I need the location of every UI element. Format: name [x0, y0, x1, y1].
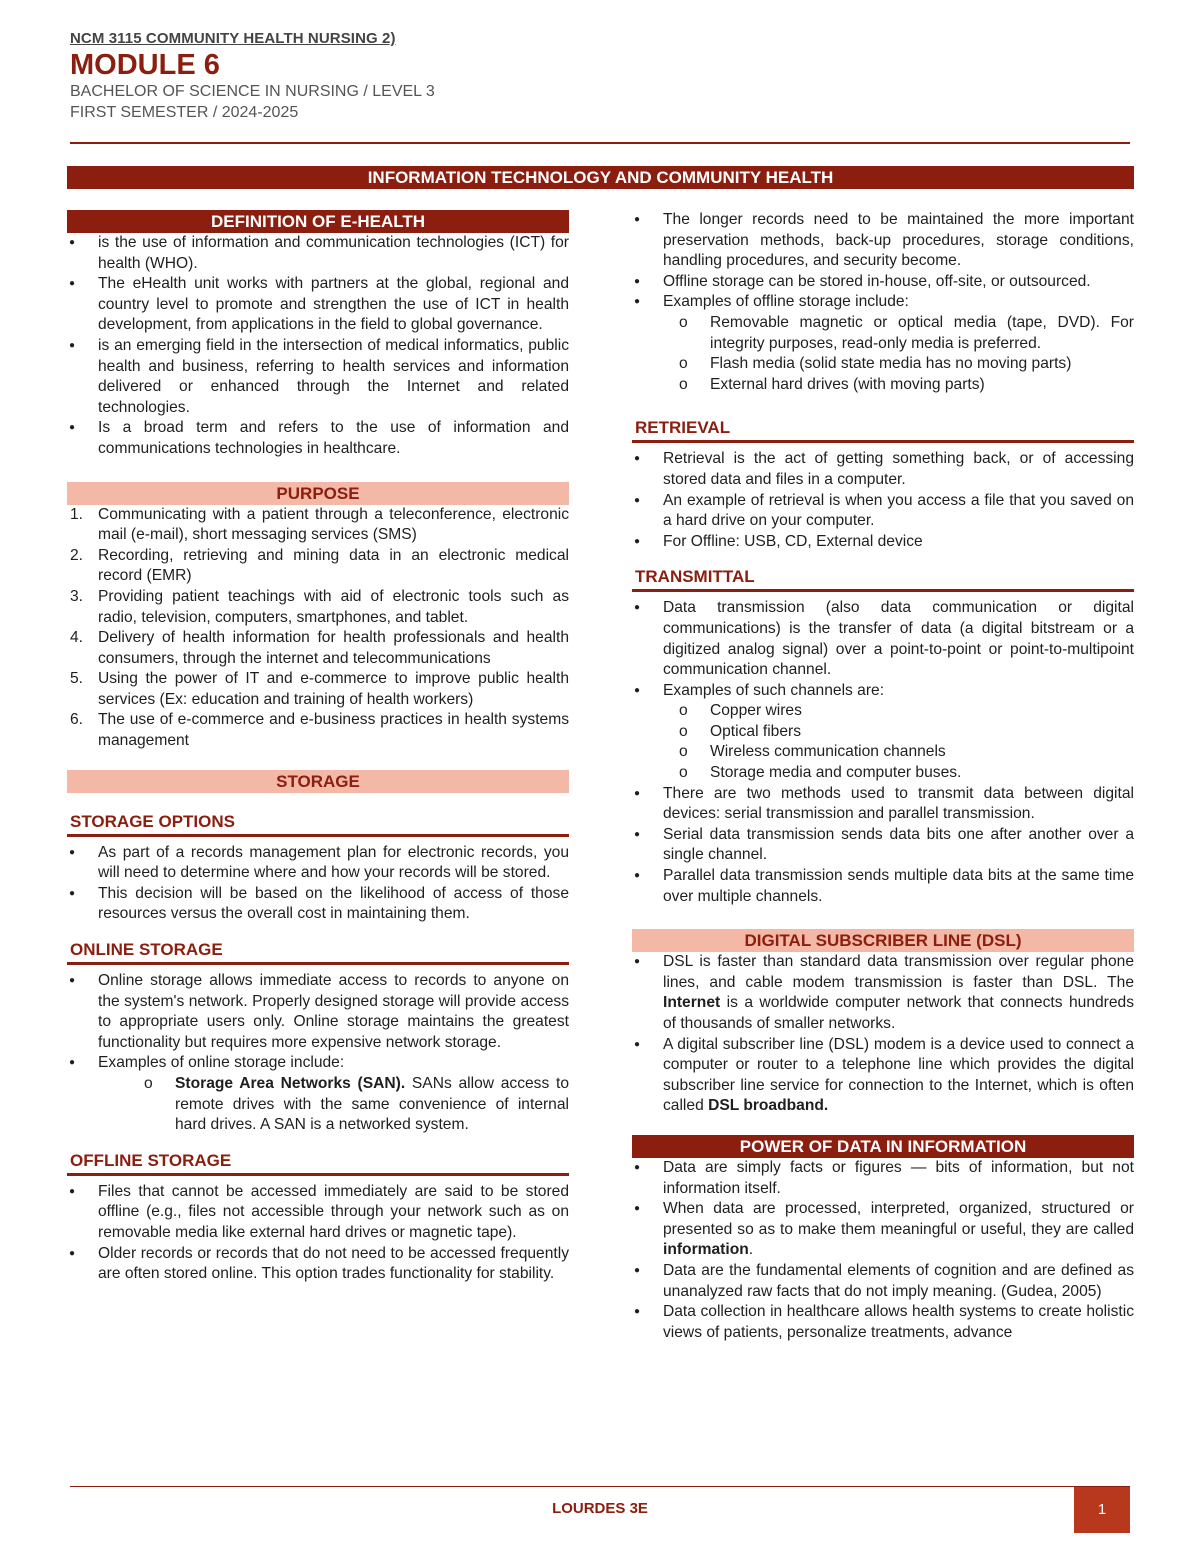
- header-rule: [70, 142, 1130, 144]
- list-item: o Storage media and computer buses.: [632, 763, 1134, 784]
- list-item: ● Parallel data transmission sends multiple data bits at the same time over multiple channels.: [632, 866, 1134, 907]
- list-item: ● An example of retrieval is when you access a file that you saved on a hard drive on your computer.: [632, 491, 1134, 532]
- footer-rule: [70, 1486, 1130, 1487]
- list-item: o Wireless communication channels: [632, 742, 1134, 763]
- list-item: ● Offline storage can be stored in-house, off-site, or outsourced.: [632, 272, 1134, 293]
- storage-options-list: [67, 843, 569, 925]
- list-item: ● Is a broad term and refers to the use of information and communications technologies in healthcare.: [67, 418, 569, 459]
- list-item: ● is an emerging field in the intersection of medical informatics, public health and business, referring to health services and information delivered or enhanced through the Internet and related technologies.: [67, 336, 569, 418]
- document-header: [70, 30, 1130, 123]
- definition-heading: DEFINITION OF E-HEALTH: [67, 210, 569, 233]
- online-storage-list: [67, 971, 569, 1074]
- list-item: ● Examples of online storage include:: [67, 1053, 569, 1074]
- program-line: BACHELOR OF SCIENCE IN NURSING / LEVEL 3: [70, 83, 435, 100]
- channels-list: [632, 701, 1134, 783]
- list-item: ● Data collection in healthcare allows health systems to create holistic views of patients, personalize treatments, advance: [632, 1302, 1134, 1343]
- list-item: ● Data are the fundamental elements of cognition and are defined as unanalyzed raw facts that do not imply meaning. (Gudea, 2005): [632, 1261, 1134, 1302]
- list-item: o Optical fibers: [632, 722, 1134, 743]
- list-item: ● Examples of such channels are:: [632, 681, 1134, 702]
- offline-storage-heading: OFFLINE STORAGE: [67, 1150, 569, 1176]
- list-item: ● DSL is faster than standard data transmission over regular phone lines, and cable modem transmission is faster than DSL. The Internet is a worldwide computer network that connects hundreds of thousands of smaller networks.: [632, 952, 1134, 1034]
- footer-author: LOURDES 3E: [552, 1500, 648, 1517]
- list-item: ● Data transmission (also data communication or digital communications) is the transfer of data (a digital bitstream or a digitized analog signal) over a point-to-point or point-to-multipoint communication channel.: [632, 598, 1134, 680]
- list-item: ● When data are processed, interpreted, organized, structured or presented so as to make them meaningful or useful, they are called information.: [632, 1199, 1134, 1261]
- list-item: ● This decision will be based on the likelihood of access of those resources versus the overall cost in maintaining them.: [67, 884, 569, 925]
- transmittal-heading: TRANSMITTAL: [632, 566, 1134, 592]
- list-item: ● As part of a records management plan for electronic records, you will need to determine where and how your records will be stored.: [67, 843, 569, 884]
- purpose-heading: PURPOSE: [67, 482, 569, 505]
- storage-options-heading: STORAGE OPTIONS: [67, 811, 569, 837]
- list-item: 3. Providing patient teachings with aid of electronic tools such as radio, television, computers, smartphones, and tablet.: [70, 587, 569, 626]
- list-item: o Removable magnetic or optical media (tape, DVD). For integrity purposes, read-only media is preferred.: [632, 313, 1134, 354]
- list-item: 5. Using the power of IT and e-commerce to improve public health services (Ex: education and training of health workers): [70, 670, 569, 708]
- course-title: NCM 3115 COMMUNITY HEALTH NURSING 2): [70, 30, 396, 47]
- dsl-list: [632, 952, 1134, 1117]
- online-storage-heading: ONLINE STORAGE: [67, 939, 569, 965]
- list-item: ● A digital subscriber line (DSL) modem is a device used to connect a computer or router to a telephone line which provides the digital subscriber line service for connection to the Internet, which is often called DSL broadband.: [632, 1035, 1134, 1117]
- list-item: ● Retrieval is the act of getting something back, or of accessing stored data and files in a computer.: [632, 449, 1134, 490]
- list-item: ● There are two methods used to transmit data between digital devices: serial transmission and parallel transmission.: [632, 784, 1134, 825]
- offline-storage-list: [67, 1182, 569, 1285]
- definition-list: [67, 233, 569, 460]
- list-item: ● Serial data transmission sends data bits one after another over a single channel.: [632, 825, 1134, 866]
- list-item: ● Data are simply facts or figures — bits of information, but not information itself.: [632, 1158, 1134, 1199]
- list-item: ● The eHealth unit works with partners at the global, regional and country level to promote and strengthen the use of ICT in health development, from applications in the field to global governance.: [67, 274, 569, 336]
- list-item: ● Online storage allows immediate access to records to anyone on the system's network. Properly designed storage will provide access to appropriate users only. Online storage maintains the greatest functionality but requires more expensive network storage.: [67, 971, 569, 1053]
- list-item: o External hard drives (with moving parts): [632, 375, 1134, 396]
- right-column: [632, 210, 1134, 1343]
- list-item: ● Files that cannot be accessed immediately are said to be stored offline (e.g., files not accessible through your network such as on removable media like external hard drives or magnetic tape).: [67, 1182, 569, 1244]
- list-item: 2. Recording, retrieving and mining data in an electronic medical record (EMR): [70, 546, 569, 585]
- transmittal-list: [632, 598, 1134, 701]
- power-of-data-heading: POWER OF DATA IN INFORMATION: [632, 1135, 1134, 1158]
- list-item: 4. Delivery of health information for health professionals and health consumers, through the internet and telecommunications: [70, 629, 569, 667]
- power-of-data-list: [632, 1158, 1134, 1343]
- list-item: o Storage Area Networks (SAN). SANs allow access to remote drives with the same convenience of internal hard drives. A SAN is a networked system.: [67, 1074, 569, 1136]
- list-item: ● is the use of information and communication technologies (ICT) for health (WHO).: [67, 233, 569, 274]
- left-column: [67, 210, 569, 1285]
- retrieval-heading: RETRIEVAL: [632, 417, 1134, 443]
- retrieval-list: [632, 449, 1134, 552]
- main-topic-banner: INFORMATION TECHNOLOGY AND COMMUNITY HEALTH: [67, 166, 1134, 189]
- list-item: o Copper wires: [632, 701, 1134, 722]
- list-item: o Flash media (solid state media has no moving parts): [632, 354, 1134, 375]
- semester-line: FIRST SEMESTER / 2024-2025: [70, 104, 299, 121]
- purpose-list: [67, 505, 569, 752]
- page-number: 1: [1074, 1487, 1130, 1533]
- list-item: 6. The use of e-commerce and e-business practices in health systems management: [70, 711, 569, 750]
- offline-examples-list: [632, 313, 1134, 395]
- module-title: MODULE 6: [70, 49, 220, 81]
- list-item: 1. Communicating with a patient through a teleconference, electronic mail (e-mail), short messaging services (SMS): [70, 505, 569, 544]
- dsl-heading: DIGITAL SUBSCRIBER LINE (DSL): [632, 929, 1134, 952]
- list-item: ● The longer records need to be maintained the more important preservation methods, back-up procedures, storage conditions, handling procedures, and security become.: [632, 210, 1134, 272]
- list-item: ● For Offline: USB, CD, External device: [632, 532, 1134, 553]
- offline-continued-list: [632, 210, 1134, 313]
- list-item: ● Older records or records that do not need to be accessed frequently are often stored online. This option trades functionality for stability.: [67, 1244, 569, 1285]
- list-item: ● Examples of offline storage include:: [632, 292, 1134, 313]
- storage-heading: STORAGE: [67, 770, 569, 793]
- transmission-methods-list: [632, 784, 1134, 908]
- online-examples-list: [67, 1074, 569, 1136]
